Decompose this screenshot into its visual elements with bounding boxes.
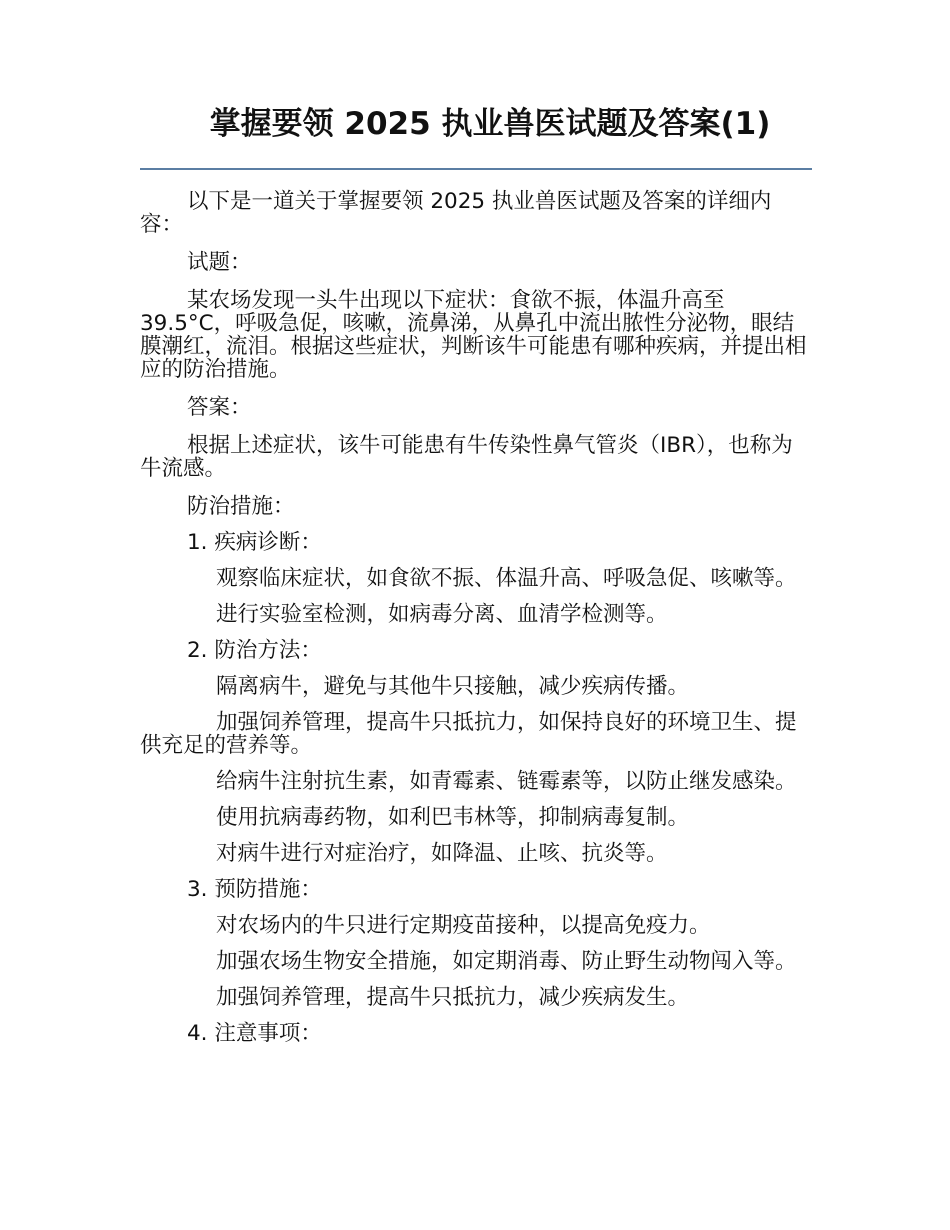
question-text: 某农场发现一头牛出现以下症状：食欲不振，体温升高至 39.5°C，呼吸急促，咳嗽，流鼻涕，从鼻孔中流出脓性分泌物，眼结膜潮红，流泪。根据这些症状，判断该牛可能患有哪种疾病，并提出相应的防治措施。 xyxy=(140,288,807,382)
list-item: 隔离病牛，避免与其他牛只接触，减少疾病传播。 xyxy=(216,674,690,699)
list-item: 使用抗病毒药物，如利巴韦林等，抑制病毒复制。 xyxy=(216,805,690,830)
list-item: 加强饲养管理，提高牛只抵抗力，如保持良好的环境卫生、提供充足的营养等。 xyxy=(140,710,797,758)
section-1-heading: 1. 疾病诊断： xyxy=(187,530,322,555)
measures-heading: 防治措施： xyxy=(187,494,295,519)
list-item: 加强饲养管理，提高牛只抵抗力，减少疾病发生。 xyxy=(216,985,690,1010)
list-item: 对病牛进行对症治疗，如降温、止咳、抗炎等。 xyxy=(216,841,668,866)
question-heading: 试题： xyxy=(187,250,252,275)
list-item: 观察临床症状，如食欲不振、体温升高、呼吸急促、咳嗽等。 xyxy=(216,566,797,591)
answer-heading: 答案： xyxy=(187,395,252,420)
list-item: 给病牛注射抗生素，如青霉素、链霉素等，以防止继发感染。 xyxy=(216,769,797,794)
list-item: 对农场内的牛只进行定期疫苗接种，以提高免疫力。 xyxy=(216,913,711,938)
section-2-heading: 2. 防治方法： xyxy=(187,638,322,663)
list-item: 加强农场生物安全措施，如定期消毒、防止野生动物闯入等。 xyxy=(216,949,797,974)
section-3-heading: 3. 预防措施： xyxy=(187,877,322,902)
section-4-heading: 4. 注意事项： xyxy=(187,1021,322,1046)
list-item: 进行实验室检测，如病毒分离、血清学检测等。 xyxy=(216,602,668,627)
title-underline xyxy=(140,168,812,170)
intro-paragraph: 以下是一道关于掌握要领 2025 执业兽医试题及答案的详细内容： xyxy=(140,189,772,237)
document-title: 掌握要领 2025 执业兽医试题及答案(1) xyxy=(209,106,771,142)
answer-text: 根据上述症状，该牛可能患有牛传染性鼻气管炎（IBR），也称为牛流感。 xyxy=(140,433,793,481)
document-page xyxy=(140,100,812,1045)
